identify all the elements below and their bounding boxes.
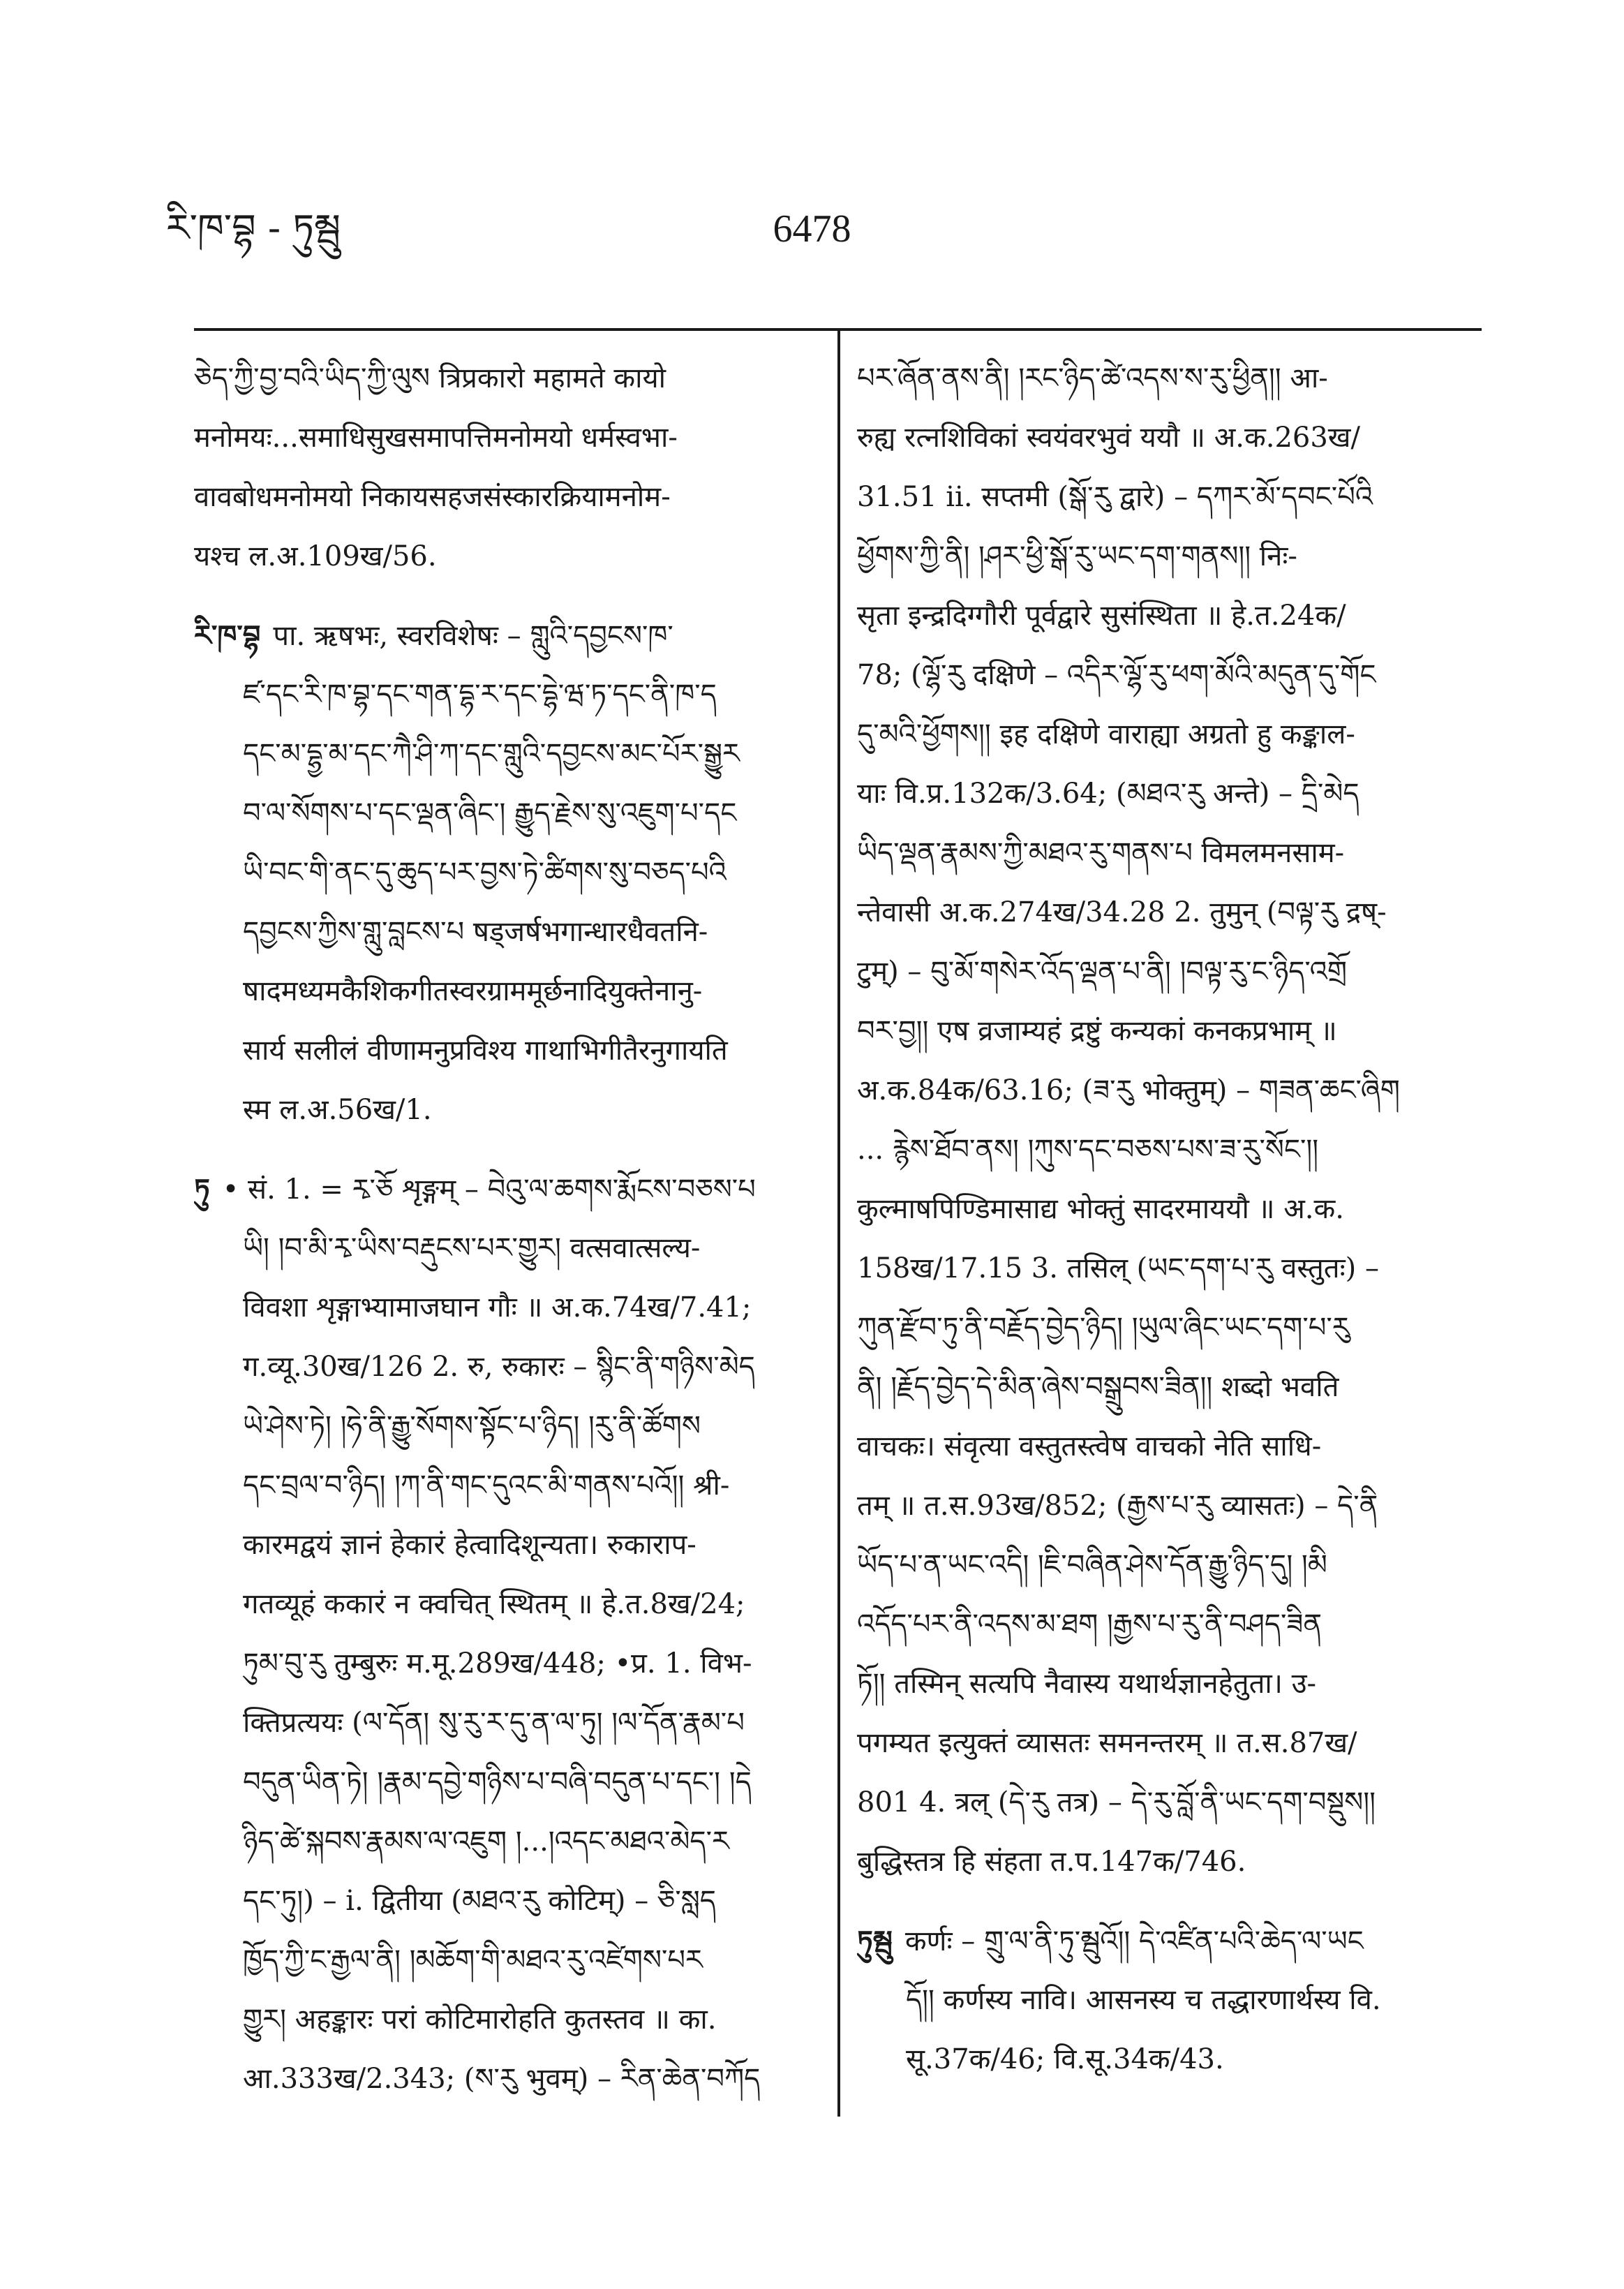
entry-line: मनोमयः...समाधिसुखसमापत्तिमनोमयो धर्मस्वभा- — [194, 422, 678, 454]
entry-line: यश्च ल.अ.109ख/56. — [194, 540, 437, 572]
left-column — [194, 349, 819, 2128]
entry-line: ཏུམ་བུ་རུ तुम्बुरुः म.मू.289ख/448; •प्र. 1. विभ- — [243, 1647, 752, 1680]
entry-line: ཏོ།། तस्मिन् सत्यपि नैवास्य यथार्थज्ञानहेतुता। उ- — [857, 1668, 1317, 1700]
entry-line: གྱུར། अहङ्कारः परां कोटिमारोहति कुतस्तव ॥ का. — [243, 2003, 717, 2036]
running-head: རི་ཁ་བྷ - ཏུམྦུ — [166, 206, 341, 250]
column-divider — [837, 329, 840, 2117]
headword: ཏུ — [194, 1173, 210, 1206]
entry-line: सू.37क/46; वि.सू.34क/43. — [906, 2043, 1224, 2075]
entry-line: པར་ཞོན་ནས་ནི། །རང་ཉིད་ཚེ་འདས་ས་རུ་ཕྱིན།། आ- — [857, 362, 1328, 394]
dictionary-entry — [857, 1911, 1482, 2089]
entry-line: कुल्माषपिण्डिमासाद्य भोक्तुं सादरमाययौ ॥ अ.क. — [857, 1193, 1344, 1225]
headword: རི་ཁ་བྷ — [194, 619, 261, 652]
entry-line: དབྱངས་ཀྱིས་གླུ་བླངས་པ षड्जर्षभगान्धारधैवतनि- — [243, 916, 708, 948]
entry-line — [194, 606, 819, 665]
entry-line: रुह्य रत्नशिविकां स्वयंवरभुवं ययौ ॥ अ.क.263ख/ — [857, 422, 1360, 454]
entry-line: ཕྱོགས་ཀྱི་ནི། །ཤར་ཕྱི་སྒོ་རུ་ཡང་དག་གནས།། निः- — [857, 540, 1297, 572]
entry-line: འདོད་པར་ནི་འདས་མ་ཐག །རྒྱས་པ་རུ་ནི་བཤད་ཟིན — [857, 1608, 1323, 1640]
entry-line: सृता इन्द्रदिग्गौरी पूर्वद्वारे सुसंस्थिता ॥ हे.त.24क/ — [857, 600, 1346, 632]
entry-line: 158ख/17.15 3. तसिल् (ཡང་དག་པ་རུ वस्तुतः) – — [857, 1252, 1379, 1284]
entry-line — [194, 1160, 819, 1219]
entry-line — [857, 1911, 1482, 1971]
entry-continuation — [194, 349, 819, 586]
entry-line: तम् ॥ त.स.93ख/852; (རྒྱས་པ་རུ व्यासतः) – དེ་ནི — [857, 1490, 1378, 1522]
entry-line: བདུན་ཡིན་ཏེ། །རྣམ་དབྱེ་གཉིས་པ་བཞི་བདུན་པ་དང་། །དེ — [243, 1766, 752, 1798]
entry-line: ཉིད་ཚེ་སྐབས་རྣམས་ལ་འཇུག །...།འདང་མཐའ་མེད་ར — [243, 1825, 729, 1858]
entry-line: ... རྙེས་ཐོབ་ནས། །ཀུས་དང་བཅས་པས་ཟ་རུ་སོང་།། — [857, 1134, 1319, 1166]
entry-line: अ.क.84क/63.16; (ཟ་རུ भोक्तुम्) – གཟན་ཆང་ཞིག — [857, 1074, 1400, 1106]
entry-line: विवशा शृङ्गाभ्यामाजघान गौः ॥ अ.क.74ख/7.41; — [243, 1291, 752, 1324]
entry-line: ཡེ་ཤེས་ཏེ། །ཧེ་ནི་རྒྱུ་སོགས་སྟོང་པ་ཉིད། །རུ་ནི་ཚོགས — [243, 1410, 701, 1442]
entry-line: वावबोधमनोमयो निकायसहजसंस्कारक्रियामनोम- — [194, 481, 671, 513]
entry-line: ཁྱོད་ཀྱི་ང་རྒྱལ་ནི། །མཆོག་གི་མཐའ་རུ་འཛེགས་པར — [243, 1944, 703, 1976]
entry-line: सार्य सलीलं वीणामनुप्रविश्य गाथाभिगीतैरनुगायति — [243, 1035, 728, 1067]
entry-line: དོ།། कर्णस्य नावि। आसनस्य च तद्धारणार्थस्य वि. — [906, 1984, 1381, 2016]
dictionary-entry — [194, 606, 819, 1140]
entry-line: ཀུན་རྫོབ་ཏུ་ནི་བརྗོད་བྱེད་ཉིད། །ཡུལ་ཞིང་ཡང་དག་པ་རུ — [857, 1312, 1350, 1344]
entry-line: དུ་མའི་ཕྱོགས།། इह दक्षिणे वाराह्या अग्रतो हु कङ्काल- — [857, 718, 1355, 750]
entry-continuation — [857, 349, 1482, 1892]
entry-text: • सं. 1. = རྭ་ཅོ शृङ्गम् – བེའུ་ལ་ཆགས་རྨོངས་བཅས་པ — [222, 1173, 756, 1206]
entry-line: षादमध्यमकैशिकगीतस्वरग्राममूर्छनादियुक्तेनानु- — [243, 975, 703, 1007]
entry-line: ཡི། །བ་མི་རྭ་ཡིས་བརྡུངས་པར་གྱུར། वत्सवात्सल्य- — [243, 1232, 701, 1264]
entry-line: आ.333ख/2.343; (ས་རུ भुवम्) – རིན་ཆེན་བཀོད — [243, 2063, 761, 2095]
entry-text: कर्णः – གྲུ་ལ་ནི་ཏུ་མྦུའོ།། དེ་འཛིན་པའི་ཆེད་ལ་ཡང — [904, 1925, 1364, 1957]
entry-text: पा. ऋषभः, स्वरविशेषः – གླུའི་དབྱངས་ཁ་ — [273, 620, 673, 652]
entry-line: स्म ल.अ.56ख/1. — [243, 1094, 432, 1126]
entry-line: ཅེད་ཀྱི་བྱ་བའི་ཡིད་ཀྱི་ལུས त्रिप्रकारो महामते कायो — [194, 362, 666, 394]
entry-line: ནི། །རྗོད་བྱེད་དེ་མིན་ཞེས་བསྒྲུབས་ཟིན།། शब्दो भवति — [857, 1371, 1339, 1403]
entry-line: पगम्यत इत्युक्तं व्यासतः समनन्तरम् ॥ त.स.87ख/ — [857, 1727, 1357, 1759]
entry-line: ग.व्यू.30ख/126 2. रु, रुकारः – སྙིང་ནི་གཉིས་མེད — [243, 1351, 755, 1383]
entry-line: ཡོད་པ་ན་ཡང་འདི། །ཇི་བཞིན་ཤེས་དོན་རྒྱུ་ཉིད་དུ། །མི — [857, 1549, 1327, 1581]
entry-line: याः वि.प्र.132क/3.64; (མཐའ་རུ अन्ते) – དྲི་མེད — [857, 778, 1359, 810]
entry-line: क्तिप्रत्ययः (ལ་དོན། སུ་རུ་ར་དུ་ན་ལ་ཏུ། །ལ་དོན་རྣམ་པ — [243, 1707, 745, 1739]
dictionary-entry — [194, 1160, 819, 2109]
entry-line: न्तेवासी अ.क.274ख/34.28 2. तुमुन् (བལྟ་རུ द्रष्- — [857, 896, 1387, 928]
entry-line: गतव्यूहं ककारं न क्वचित् स्थितम् ॥ हे.त.8ख/24; — [243, 1588, 745, 1620]
headword: ཏུམྦུ — [857, 1925, 893, 1957]
entry-line: ཡི་བང་གི་ནང་དུ་ཆུད་པར་བྱས་ཏེ་ཚིགས་སུ་བཅད་པའི — [243, 857, 727, 889]
entry-line: ཛ་དང་རི་ཁ་བྷ་དང་གན་དྷ་ར་དང་དྷེ་ཝ་ཏ་དང་ནི་ཁ་ད — [243, 679, 717, 711]
entry-line: དང་བྲལ་བ་ཉིད། །ཀ་ནི་གང་དུའང་མི་གནས་པའོ།། श्री- — [243, 1469, 730, 1502]
page-number: 6478 — [773, 207, 851, 251]
entry-line: 31.51 ii. सप्तमी (སྒོ་རུ द्वारे) – དཀར་མོ་དབང་པོའི — [857, 481, 1373, 513]
entry-line: 801 4. त्रल् (དེ་རུ तत्र) – དེ་རུ་བློ་ནི་ཡང་དག་བསྡུས།། — [857, 1786, 1376, 1818]
entry-line: ཡིད་ལྡན་རྣམས་ཀྱི་མཐའ་རུ་གནས་པ विमलमनसाम- — [857, 837, 1345, 869]
entry-line: བ་ལ་སོགས་པ་དང་ལྡན་ཞིང་། རྒྱུད་རྗེས་སུ་འཇུག་པ་དང — [243, 797, 737, 829]
entry-line: དང་མ་དྷྱ་མ་དང་ཀཻ་ཤི་ཀ་དང་གླུའི་དབྱངས་མང་པོར་སྒྱུར — [243, 738, 740, 770]
entry-line: टुम्) – བུ་མོ་གསེར་འོད་ལྡན་པ་ནི། །བལྟ་རུ་ང་ཉིད་འགྲོ — [857, 956, 1347, 988]
entry-line: བར་བྱ།། एष व्रजाम्यहं द्रष्टुं कन्यकां कनकप्रभाम् ॥ — [857, 1015, 1337, 1047]
entry-line: वाचकः। संवृत्या वस्तुतस्त्वेष वाचको नेति साधि- — [857, 1430, 1322, 1462]
entry-line: 78; (ལྷོ་རུ दक्षिणे – འདིར་ལྷོ་རུ་ཕག་མོའི་མདུན་དུ་གོང — [857, 659, 1376, 691]
entry-line: དང་ཏུ།) – i. द्वितीया (མཐའ་རུ कोटिम्) – ཅི་སླད — [243, 1885, 716, 1917]
entry-line: कारमद्वयं ज्ञानं हेकारं हेत्वादिशून्यता। रुकाराप- — [243, 1529, 696, 1561]
right-column — [857, 349, 1482, 2109]
entry-line: बुद्धिस्तत्र हि संहता त.प.147क/746. — [857, 1846, 1246, 1878]
